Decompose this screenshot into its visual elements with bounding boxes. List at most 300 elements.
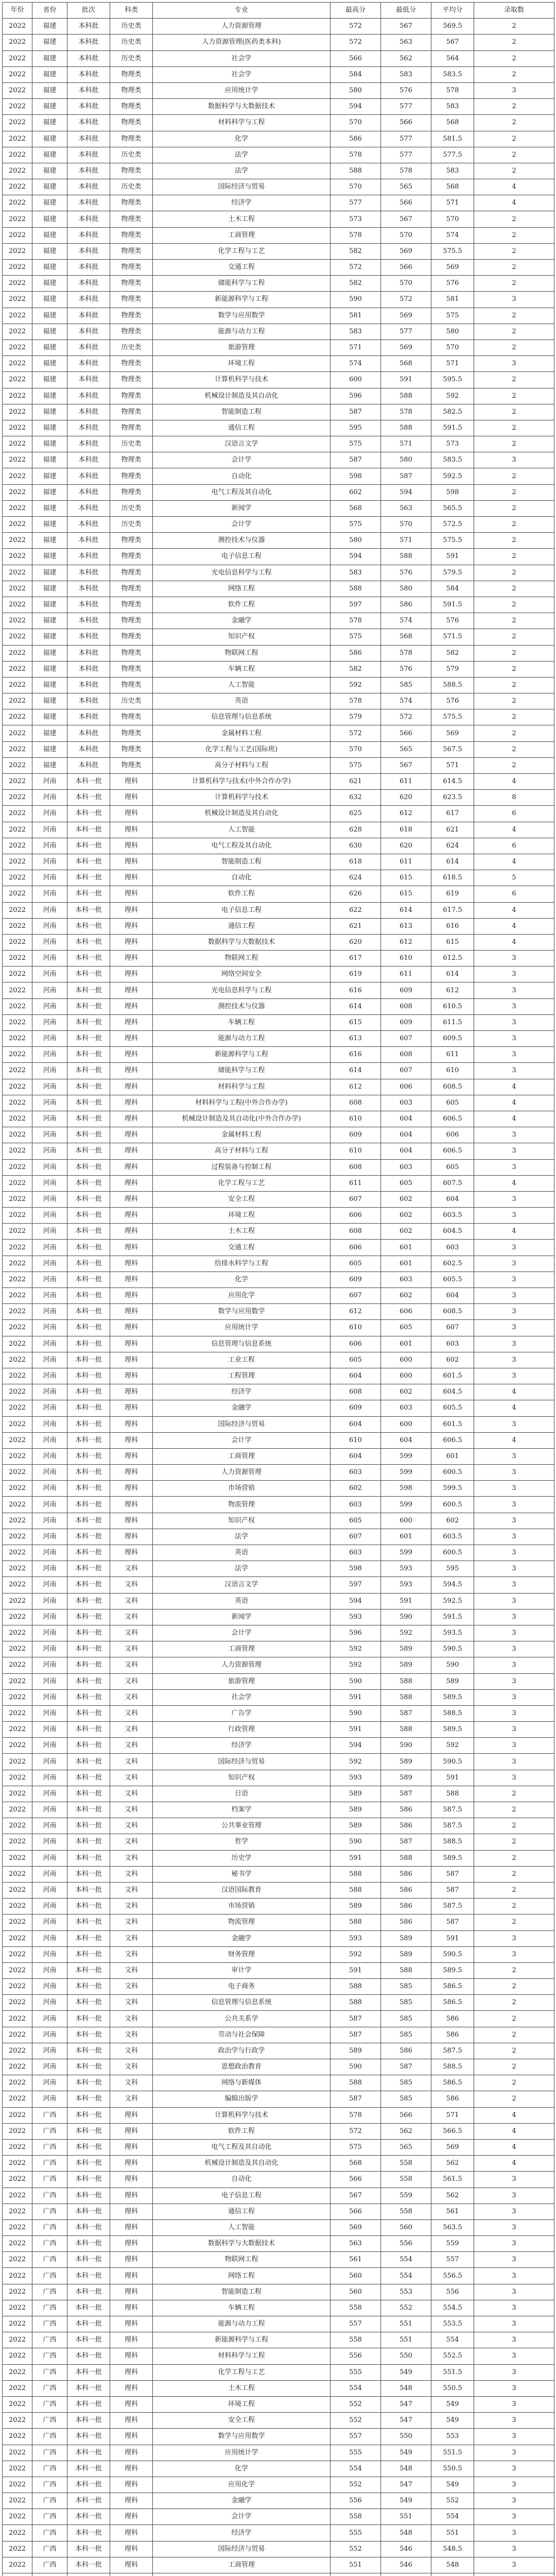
cell-max-score: 608 <box>331 1095 381 1111</box>
cell-admitted: 3 <box>474 1545 554 1561</box>
cell-admitted: 4 <box>474 1400 554 1416</box>
cell-avg-score: 624 <box>431 838 474 854</box>
cell-province: 河南 <box>32 1465 67 1481</box>
cell-avg-score: 576 <box>431 613 474 629</box>
cell-min-score: 566 <box>381 195 431 211</box>
cell-max-score: 594 <box>331 99 381 115</box>
cell-batch: 本科一批 <box>67 1609 110 1625</box>
cell-avg-score: 574 <box>431 227 474 243</box>
cell-avg-score: 551.5 <box>431 2445 474 2461</box>
cell-max-score: 594 <box>331 1738 381 1754</box>
cell-year: 2022 <box>3 1031 32 1047</box>
table-row <box>3 2493 554 2509</box>
cell-avg-score <box>431 2573 474 2576</box>
cell-subject: 理科 <box>110 967 153 982</box>
cell-year: 2022 <box>3 613 32 629</box>
cell-max-score: 630 <box>331 838 381 854</box>
cell-year: 2022 <box>3 661 32 677</box>
cell-province: 河南 <box>32 1159 67 1175</box>
cell-min-score: 594 <box>381 484 431 500</box>
cell-year: 2022 <box>3 163 32 179</box>
cell-min-score: 611 <box>381 774 431 790</box>
cell-min-score: 601 <box>381 1529 431 1545</box>
cell-year: 2022 <box>3 774 32 790</box>
cell-min-score: 550 <box>381 2429 431 2445</box>
cell-avg-score: 612 <box>431 982 474 998</box>
cell-avg-score: 549 <box>431 2396 474 2412</box>
cell-year: 2022 <box>3 1111 32 1127</box>
cell-admitted: 3 <box>474 2461 554 2477</box>
cell-year: 2022 <box>3 870 32 886</box>
cell-avg-score: 568 <box>431 115 474 131</box>
cell-province: 河南 <box>32 774 67 790</box>
cell-max-score: 555 <box>331 2445 381 2461</box>
cell-year: 2022 <box>3 2219 32 2235</box>
cell-batch: 本科批 <box>67 533 110 549</box>
cell-subject: 理科 <box>110 2413 153 2429</box>
cell-subject: 理科 <box>110 2252 153 2268</box>
cell-avg-score: 606.5 <box>431 1111 474 1127</box>
cell-province: 广西 <box>32 2509 67 2525</box>
cell-year: 2022 <box>3 2461 32 2477</box>
cell-batch: 本科一批 <box>67 1705 110 1721</box>
cell-max-score: 587 <box>331 404 381 420</box>
cell-subject: 文科 <box>110 1818 153 1834</box>
table-row <box>3 1561 554 1577</box>
table-row <box>3 774 554 790</box>
cell-subject: 文科 <box>110 1705 153 1721</box>
table-row <box>3 1705 554 1721</box>
cell-subject: 历史类 <box>110 693 153 709</box>
cell-subject: 文科 <box>110 1770 153 1786</box>
cell-batch: 本科批 <box>67 243 110 259</box>
cell-subject: 理科 <box>110 1208 153 1224</box>
cell-year: 2022 <box>3 404 32 420</box>
header-min-score: 最低分 <box>381 3 431 19</box>
cell-avg-score: 552 <box>431 2493 474 2509</box>
table-row <box>3 1657 554 1673</box>
cell-max-score: 587 <box>331 2027 381 2043</box>
cell-min-score: 570 <box>381 276 431 292</box>
cell-province: 河南 <box>32 1208 67 1224</box>
cell-subject: 理科 <box>110 951 153 967</box>
cell-province: 广西 <box>32 2348 67 2364</box>
header-avg-score: 平均分 <box>431 3 474 19</box>
table-row <box>3 1882 554 1898</box>
cell-admitted: 3 <box>474 1448 554 1464</box>
cell-admitted: 4 <box>474 918 554 934</box>
cell-admitted: 2 <box>474 629 554 645</box>
cell-subject: 理科 <box>110 2541 153 2557</box>
cell-min-score: 548 <box>381 2525 431 2541</box>
cell-min-score: 615 <box>381 886 431 902</box>
cell-subject: 理科 <box>110 2156 153 2172</box>
cell-avg-score: 570 <box>431 211 474 227</box>
cell-major: 自动化 <box>153 468 331 484</box>
cell-min-score: 592 <box>381 1625 431 1641</box>
cell-batch: 本科一批 <box>67 790 110 806</box>
cell-batch: 本科一批 <box>67 1336 110 1352</box>
cell-province <box>32 2573 67 2576</box>
cell-batch: 本科一批 <box>67 2219 110 2235</box>
cell-major: 汉语言文学 <box>153 1577 331 1593</box>
table-row <box>3 1979 554 1995</box>
cell-admitted: 3 <box>474 2236 554 2252</box>
cell-admitted: 2 <box>474 661 554 677</box>
cell-province: 河南 <box>32 1031 67 1047</box>
cell-avg-score: 606 <box>431 1127 474 1143</box>
cell-min-score: 602 <box>381 1288 431 1304</box>
cell-year: 2022 <box>3 35 32 50</box>
cell-admitted: 4 <box>474 1224 554 1240</box>
cell-admitted: 4 <box>474 195 554 211</box>
cell-batch: 本科一批 <box>67 1818 110 1834</box>
cell-min-score: 576 <box>381 565 431 581</box>
cell-province: 河南 <box>32 1224 67 1240</box>
cell-min-score: 549 <box>381 2364 431 2380</box>
cell-min-score: 585 <box>381 677 431 693</box>
cell-subject: 理科 <box>110 2188 153 2204</box>
cell-max-score: 606 <box>331 1208 381 1224</box>
cell-major: 物流管理 <box>153 1914 331 1930</box>
cell-year: 2022 <box>3 1465 32 1481</box>
cell-admitted: 4 <box>474 1432 554 1448</box>
cell-min-score: 587 <box>381 1786 431 1802</box>
table-row <box>3 581 554 597</box>
table-row <box>3 2364 554 2380</box>
table-row <box>3 2059 554 2075</box>
cell-subject: 理科 <box>110 2348 153 2364</box>
cell-batch: 本科一批 <box>67 1304 110 1320</box>
cell-max-score: 552 <box>331 2541 381 2557</box>
header-subject: 科类 <box>110 3 153 19</box>
cell-major: 电气工程及其自动化 <box>153 484 331 500</box>
table-row <box>3 1256 554 1272</box>
cell-major: 高分子材料与工程 <box>153 757 331 773</box>
cell-admitted: 2 <box>474 163 554 179</box>
cell-admitted: 2 <box>474 1802 554 1818</box>
cell-province: 广西 <box>32 2541 67 2557</box>
cell-subject: 理科 <box>110 1529 153 1545</box>
table-row <box>3 1272 554 1287</box>
cell-max-score: 588 <box>331 163 381 179</box>
table-row <box>3 2573 554 2576</box>
cell-max-score: 588 <box>331 1914 381 1930</box>
cell-major: 测控技术与仪器 <box>153 533 331 549</box>
table-row <box>3 1946 554 1962</box>
table-row <box>3 2156 554 2172</box>
cell-max-score: 602 <box>331 484 381 500</box>
cell-min-score: 560 <box>381 2219 431 2235</box>
cell-admitted: 3 <box>474 1031 554 1047</box>
cell-year: 2022 <box>3 484 32 500</box>
cell-max-score: 563 <box>331 2236 381 2252</box>
cell-admitted: 2 <box>474 1786 554 1802</box>
cell-batch: 本科批 <box>67 99 110 115</box>
cell-subject: 理科 <box>110 1143 153 1159</box>
cell-batch: 本科一批 <box>67 1657 110 1673</box>
table-row <box>3 2316 554 2332</box>
cell-subject: 物理类 <box>110 308 153 324</box>
cell-batch: 本科一批 <box>67 822 110 838</box>
cell-avg-score: 604 <box>431 1191 474 1207</box>
cell-year: 2022 <box>3 1047 32 1063</box>
cell-province: 河南 <box>32 1866 67 1882</box>
cell-admitted: 2 <box>474 276 554 292</box>
cell-batch: 本科一批 <box>67 1432 110 1448</box>
cell-province: 广西 <box>32 2204 67 2219</box>
cell-subject: 文科 <box>110 1930 153 1946</box>
cell-min-score: 563 <box>381 500 431 516</box>
cell-major: 秘书学 <box>153 1866 331 1882</box>
cell-batch: 本科批 <box>67 50 110 66</box>
cell-subject: 理科 <box>110 1545 153 1561</box>
cell-avg-score: 578 <box>431 82 474 98</box>
cell-admitted: 3 <box>474 2172 554 2188</box>
cell-avg-score: 588.5 <box>431 1834 474 1850</box>
cell-min-score: 599 <box>381 1465 431 1481</box>
cell-province: 河南 <box>32 1657 67 1673</box>
cell-min-score: 567 <box>381 19 431 35</box>
cell-max-score: 556 <box>331 2348 381 2364</box>
cell-subject: 文科 <box>110 1738 153 1754</box>
cell-major: 测控技术与仪器 <box>153 998 331 1014</box>
cell-batch: 本科一批 <box>67 2364 110 2380</box>
cell-max-score: 589 <box>331 1786 381 1802</box>
cell-subject: 理科 <box>110 1448 153 1464</box>
cell-major: 化学 <box>153 1272 331 1287</box>
cell-admitted: 3 <box>474 1497 554 1513</box>
cell-subject: 历史类 <box>110 50 153 66</box>
cell-subject: 文科 <box>110 2091 153 2107</box>
cell-year: 2022 <box>3 2509 32 2525</box>
cell-min-score: 603 <box>381 1095 431 1111</box>
cell-admitted: 2 <box>474 741 554 757</box>
table-row <box>3 1014 554 1030</box>
cell-province: 广西 <box>32 2188 67 2204</box>
cell-max-score: 597 <box>331 1577 381 1593</box>
cell-max-score: 582 <box>331 243 381 259</box>
cell-avg-score: 591.5 <box>431 597 474 613</box>
cell-province: 福建 <box>32 581 67 597</box>
cell-min-score: 586 <box>381 1899 431 1914</box>
cell-admitted: 2 <box>474 35 554 50</box>
header-major: 专业 <box>153 3 331 19</box>
cell-admitted: 2 <box>474 420 554 436</box>
cell-major: 环境工程 <box>153 356 331 372</box>
cell-max-score: 591 <box>331 1962 381 1978</box>
cell-province: 广西 <box>32 2461 67 2477</box>
cell-avg-score: 587 <box>431 1914 474 1930</box>
table-row <box>3 1191 554 1207</box>
cell-province: 广西 <box>32 2445 67 2461</box>
cell-batch: 本科批 <box>67 308 110 324</box>
cell-major: 数学与应用数学 <box>153 2429 331 2445</box>
cell-major: 数据科学与大数据技术 <box>153 2236 331 2252</box>
cell-admitted: 3 <box>474 2413 554 2429</box>
cell-batch: 本科一批 <box>67 2268 110 2284</box>
cell-max-score: 609 <box>331 1127 381 1143</box>
cell-admitted: 3 <box>474 1416 554 1432</box>
cell-subject: 理科 <box>110 1465 153 1481</box>
cell-avg-score: 582 <box>431 645 474 661</box>
cell-year: 2022 <box>3 2236 32 2252</box>
cell-province: 河南 <box>32 1850 67 1866</box>
cell-avg-score: 587 <box>431 1866 474 1882</box>
cell-max-score: 609 <box>331 1272 381 1287</box>
cell-min-score: 551 <box>381 2509 431 2525</box>
cell-major: 汉语国际教育 <box>153 1882 331 1898</box>
cell-admitted: 4 <box>474 854 554 870</box>
cell-subject: 文科 <box>110 1834 153 1850</box>
cell-min-score: 600 <box>381 1513 431 1529</box>
cell-max-score: 588 <box>331 581 381 597</box>
cell-avg-score: 609.5 <box>431 1031 474 1047</box>
cell-max-score: 556 <box>331 2493 381 2509</box>
cell-min-score: 554 <box>381 2268 431 2284</box>
cell-max-score: 594 <box>331 549 381 565</box>
cell-major: 机械设计制造及其自动化 <box>153 806 331 822</box>
cell-admitted: 2 <box>474 2011 554 2027</box>
cell-max-score: 577 <box>331 195 381 211</box>
cell-province: 广西 <box>32 2268 67 2284</box>
cell-avg-score: 606.5 <box>431 1432 474 1448</box>
cell-min-score: 577 <box>381 131 431 147</box>
cell-admitted: 2 <box>474 1866 554 1882</box>
cell-major: 化学工程与工艺(国际班) <box>153 741 331 757</box>
cell-subject: 理科 <box>110 1240 153 1256</box>
cell-subject: 文科 <box>110 1995 153 2011</box>
cell-admitted: 2 <box>474 500 554 516</box>
cell-major: 应用统计学 <box>153 1320 331 1336</box>
cell-province: 河南 <box>32 1914 67 1930</box>
cell-avg-score: 575.5 <box>431 243 474 259</box>
cell-subject: 文科 <box>110 1722 153 1738</box>
cell-admitted: 3 <box>474 967 554 982</box>
cell-year: 2022 <box>3 1962 32 1978</box>
cell-admitted: 2 <box>474 1899 554 1914</box>
cell-min-score: 577 <box>381 99 431 115</box>
cell-batch: 本科一批 <box>67 2172 110 2188</box>
cell-subject: 文科 <box>110 1802 153 1818</box>
cell-admitted: 3 <box>474 1657 554 1673</box>
cell-province: 福建 <box>32 613 67 629</box>
cell-avg-score: 605 <box>431 1159 474 1175</box>
cell-major: 金融学 <box>153 1930 331 1946</box>
cell-batch: 本科一批 <box>67 934 110 950</box>
cell-year: 2022 <box>3 308 32 324</box>
table-row <box>3 549 554 565</box>
cell-year: 2022 <box>3 1802 32 1818</box>
cell-subject: 物理类 <box>110 227 153 243</box>
cell-subject: 物理类 <box>110 597 153 613</box>
cell-major: 审计学 <box>153 1962 331 1978</box>
cell-avg-score: 590.5 <box>431 1641 474 1657</box>
cell-min-score: 613 <box>381 918 431 934</box>
table-row <box>3 66 554 82</box>
table-row <box>3 243 554 259</box>
table-row <box>3 163 554 179</box>
cell-avg-score: 605.5 <box>431 1272 474 1287</box>
cell-year: 2022 <box>3 372 32 388</box>
cell-avg-score: 581.5 <box>431 131 474 147</box>
cell-avg-score: 603.5 <box>431 1208 474 1224</box>
cell-max-score: 590 <box>331 2059 381 2075</box>
cell-avg-score: 550.5 <box>431 2380 474 2396</box>
cell-avg-score: 551 <box>431 2525 474 2541</box>
cell-province: 河南 <box>32 1047 67 1063</box>
cell-province: 河南 <box>32 1191 67 1207</box>
cell-admitted: 2 <box>474 243 554 259</box>
cell-batch: 本科批 <box>67 372 110 388</box>
cell-min-score: 605 <box>381 1175 431 1191</box>
table-row <box>3 854 554 870</box>
table-row <box>3 870 554 886</box>
cell-min-score: 588 <box>381 1673 431 1689</box>
cell-avg-score: 603.5 <box>431 1529 474 1545</box>
cell-province: 河南 <box>32 951 67 967</box>
table-row <box>3 709 554 725</box>
table-row <box>3 1529 554 1545</box>
cell-admitted: 3 <box>474 452 554 468</box>
cell-year: 2022 <box>3 790 32 806</box>
cell-min-score: 559 <box>381 2188 431 2204</box>
cell-province: 河南 <box>32 1545 67 1561</box>
cell-major: 土木工程 <box>153 211 331 227</box>
cell-min-score: 591 <box>381 1593 431 1609</box>
cell-subject: 物理类 <box>110 613 153 629</box>
cell-major: 物联网工程 <box>153 2252 331 2268</box>
cell-min-score: 588 <box>381 388 431 404</box>
cell-major: 应用化学 <box>153 1288 331 1304</box>
cell-province: 广西 <box>32 2236 67 2252</box>
cell-min-score: 601 <box>381 1240 431 1256</box>
cell-major: 社会学 <box>153 1689 331 1705</box>
cell-province: 福建 <box>32 356 67 372</box>
cell-min-score: 583 <box>381 66 431 82</box>
cell-subject: 理科 <box>110 2316 153 2332</box>
cell-year: 2022 <box>3 131 32 147</box>
table-row <box>3 1465 554 1481</box>
cell-province: 河南 <box>32 1705 67 1721</box>
header-year: 年份 <box>3 3 32 19</box>
cell-province: 福建 <box>32 50 67 66</box>
cell-province: 河南 <box>32 1416 67 1432</box>
table-row <box>3 35 554 50</box>
cell-admitted: 3 <box>474 1625 554 1641</box>
cell-year: 2022 <box>3 549 32 565</box>
cell-batch: 本科批 <box>67 211 110 227</box>
cell-major: 劳动与社会保障 <box>153 2027 331 2043</box>
cell-max-score: 570 <box>331 115 381 131</box>
cell-avg-score: 612.5 <box>431 951 474 967</box>
cell-year: 2022 <box>3 1288 32 1304</box>
cell-min-score: 606 <box>381 1079 431 1095</box>
cell-avg-score: 591 <box>431 1770 474 1786</box>
cell-major: 公共事业管理 <box>153 1818 331 1834</box>
cell-major: 工商管理 <box>153 2557 331 2573</box>
cell-avg-score: 602 <box>431 1513 474 1529</box>
cell-min-score: 565 <box>381 2139 431 2155</box>
cell-admitted: 4 <box>474 1095 554 1111</box>
cell-year: 2022 <box>3 757 32 773</box>
table-row <box>3 967 554 982</box>
cell-major: 智能制造工程 <box>153 2284 331 2300</box>
cell-province: 福建 <box>32 517 67 533</box>
cell-max-score: 581 <box>331 308 381 324</box>
cell-year: 2022 <box>3 1705 32 1721</box>
cell-admitted: 3 <box>474 2509 554 2525</box>
